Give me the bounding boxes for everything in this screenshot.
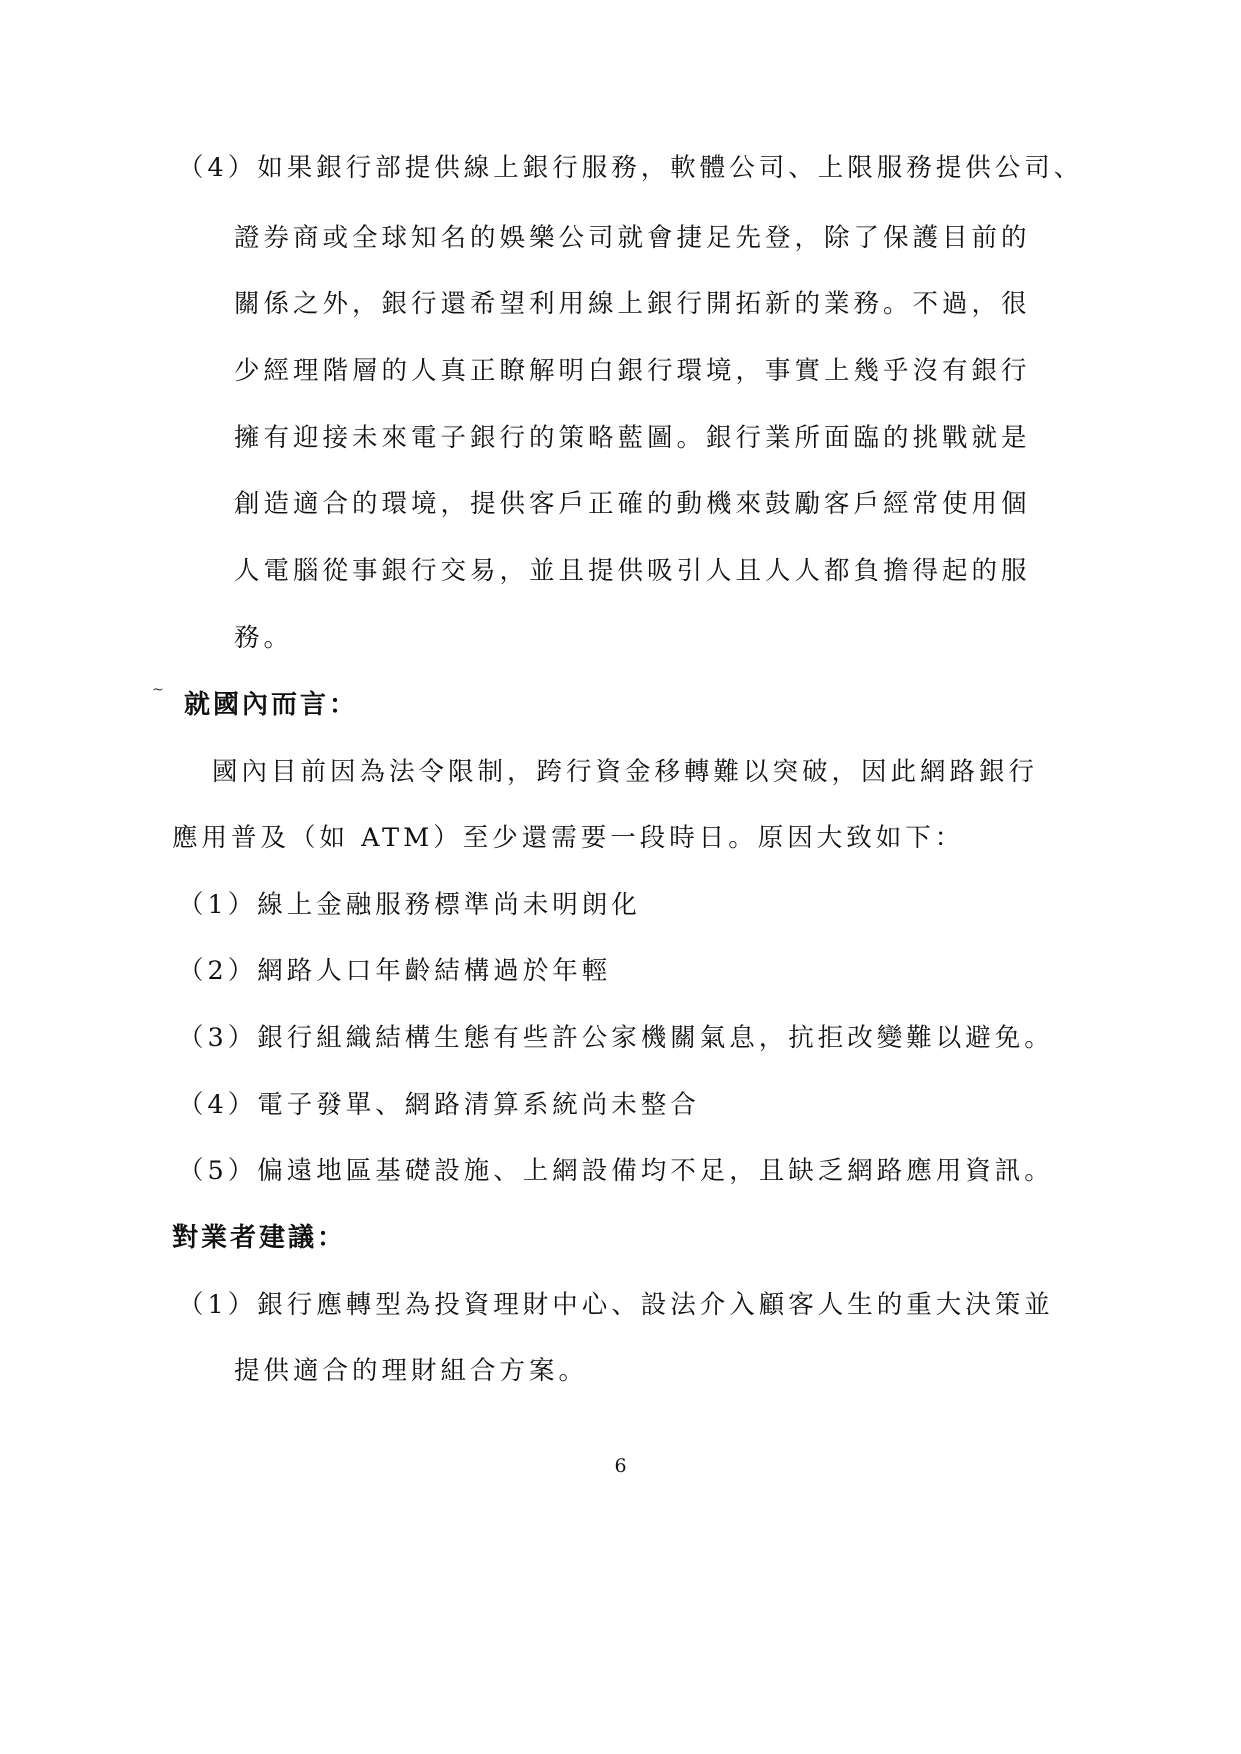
item-4-line-8: 務。 — [234, 623, 294, 653]
page-number: 6 — [614, 1455, 627, 1477]
item-4-line-5: 擁有迎接未來電子銀行的策略藍圖。銀行業所面臨的挑戰就是 — [234, 423, 1031, 453]
suggestion-1-line-1: （1）銀行應轉型為投資理財中心、設法介入顧客人生的重大決策並 — [178, 1290, 1054, 1320]
item-4-line-1: （4）如果銀行部提供線上銀行服務，軟體公司、上限服務提供公司、 — [178, 153, 1084, 183]
domestic-intro-line-2: 應用普及（如 ATM）至少還需要一段時日。原因大致如下： — [172, 823, 965, 853]
item-4-line-3: 關係之外，銀行還希望利用線上銀行開拓新的業務。不過，很 — [234, 289, 1031, 319]
suggestions-heading: 對業者建議： — [172, 1223, 347, 1253]
domestic-item-2: （2）網路人口年齡結構過於年輕 — [178, 956, 612, 986]
suggestion-1-line-2: 提供適合的理財組合方案。 — [234, 1356, 589, 1386]
item-4-line-2: 證券商或全球知名的娛樂公司就會捷足先登，除了保護目前的 — [234, 223, 1031, 253]
domestic-intro-line-1: 國內目前因為法令限制，跨行資金移轉難以突破，因此網路銀行 — [212, 757, 1039, 787]
domestic-item-3: （3）銀行組織結構生態有些許公家機關氣息，抗拒改變難以避免。 — [178, 1023, 1054, 1053]
item-4-line-6: 創造適合的環境，提供客戶正確的動機來鼓勵客戶經常使用個 — [234, 489, 1031, 519]
domestic-item-5: （5）偏遠地區基礎設施、上網設備均不足，且缺乏網路應用資訊。 — [178, 1156, 1054, 1186]
domestic-heading: 就國內而言： — [184, 690, 359, 720]
item-4-line-4: 少經理階層的人真正瞭解明白銀行環境，事實上幾乎沒有銀行 — [234, 356, 1031, 386]
stray-tilde-mark: ~ — [152, 682, 164, 698]
domestic-item-1: （1）線上金融服務標準尚未明朗化 — [178, 890, 641, 920]
domestic-item-4: （4）電子發單、網路清算系統尚未整合 — [178, 1090, 700, 1120]
item-4-line-7: 人電腦從事銀行交易，並且提供吸引人且人人都負擔得起的服 — [234, 556, 1031, 586]
